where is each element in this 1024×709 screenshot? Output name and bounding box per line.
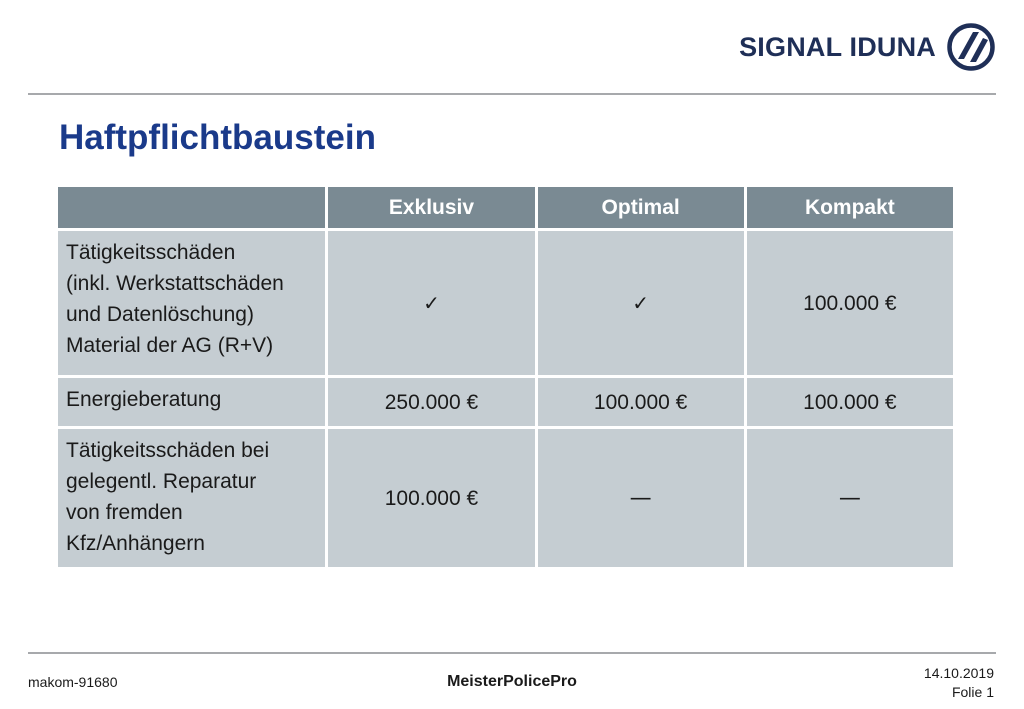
- row-label-line: gelegentl. Reparatur: [66, 470, 257, 493]
- row-label: [58, 231, 325, 375]
- footer-doc-id: makom-91680: [28, 674, 118, 690]
- header-cell-kompakt: Kompakt: [747, 187, 953, 228]
- cell-optimal: 100.000 €: [538, 378, 744, 426]
- header-cell-optimal: Optimal: [538, 187, 744, 228]
- row-label-line: Tätigkeitsschäden: [66, 241, 236, 264]
- cell-optimal: [538, 231, 744, 375]
- row-label-line: Tätigkeitsschäden bei: [66, 439, 270, 462]
- checkmark-icon: ✓: [632, 290, 650, 315]
- footer-slide-number: Folie 1: [951, 684, 994, 700]
- dash-symbol: —: [629, 485, 652, 511]
- row-label-line: und Datenlöschung): [66, 303, 254, 326]
- row-label: [58, 429, 325, 567]
- table-row: [58, 231, 953, 375]
- header-divider: [28, 93, 996, 95]
- footer-date: 14.10.2019: [923, 665, 994, 681]
- checkmark-icon: ✓: [423, 290, 440, 315]
- row-label-line: Energieberatung: [66, 388, 222, 411]
- table-header-row: [58, 187, 953, 228]
- header-cell-exklusiv: Exklusiv: [328, 187, 534, 228]
- header-cell-empty: [58, 187, 325, 228]
- signal-iduna-logo-icon: [946, 22, 996, 72]
- table-row: [58, 429, 953, 567]
- row-label-line: (inkl. Werkstattschäden: [66, 272, 284, 295]
- cell-kompakt: 100.000 €: [747, 378, 953, 426]
- row-label: [58, 378, 325, 426]
- row-label-line: Material der AG (R+V): [66, 334, 274, 357]
- cell-kompakt: [747, 429, 953, 567]
- footer-divider: [28, 652, 996, 654]
- brand-name: SIGNAL IDUNA: [739, 31, 936, 62]
- cell-exklusiv: [328, 231, 534, 375]
- coverage-table: [55, 184, 956, 570]
- footer-product: MeisterPolicePro: [447, 673, 577, 690]
- row-label-line: von fremden: [66, 501, 183, 524]
- brand-logo: [739, 20, 996, 74]
- slide-title: Haftpflichtbaustein: [59, 118, 376, 157]
- cell-exklusiv: 100.000 €: [328, 429, 534, 567]
- row-label-line: Kfz/Anhängern: [66, 532, 205, 555]
- cell-kompakt: 100.000 €: [747, 231, 953, 375]
- footer-meta: [924, 664, 994, 702]
- cell-optimal: [538, 429, 744, 567]
- table-row: [58, 378, 953, 426]
- cell-exklusiv: 250.000 €: [328, 378, 534, 426]
- dash-symbol: —: [838, 485, 861, 511]
